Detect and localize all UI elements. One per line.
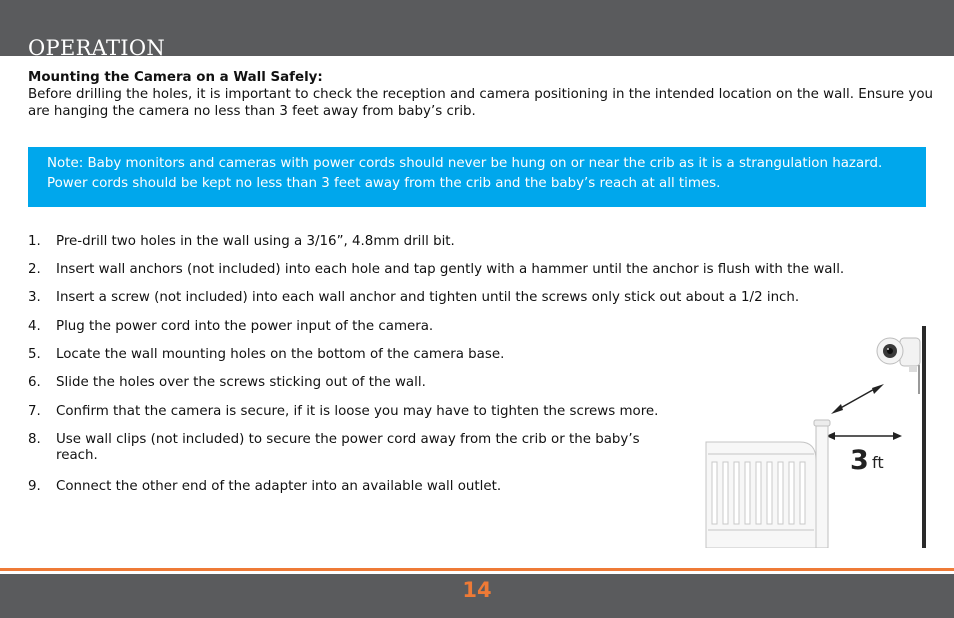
step-text: Use wall clips (not included) to secure the power cord away from the crib or the baby’s reach. [56,432,640,463]
crib-illustration [706,420,830,548]
step-number: 9. [28,479,41,494]
warning-note-text: Note: Baby monitors and cameras with power cords should never be hung on or near the crib as it is a strangulation hazard. Power cords should be kept no less than 3 feet away from the crib and the baby’s reach at all times. [47,156,883,191]
intro-paragraph: Before drilling the holes, it is important to check the reception and camera positioning in the intended location on the wall. Ensure you are hanging the camera no less than 3 feet away from baby’s crib. [28,87,933,119]
step-text: Plug the power cord into the power input of the camera. [56,319,434,334]
step-number: 6. [28,375,41,390]
horizontal-distance-arrow [826,432,902,440]
step-number: 3. [28,290,41,305]
page-title: OPERATION [28,36,166,56]
footer-divider [0,568,954,571]
step-number: 4. [28,319,41,334]
step-text: Connect the other end of the adapter into an available wall outlet. [56,479,502,494]
step-number: 7. [28,404,41,419]
step-text: Locate the wall mounting holes on the bottom of the camera base. [56,347,505,362]
warning-note-box [28,147,926,207]
distance-unit: ft [872,453,884,472]
step-text: Slide the holes over the screws sticking out of the wall. [56,375,426,390]
diagonal-distance-arrow [831,384,884,414]
step-text: Confirm that the camera is secure, if it is loose you may have to tighten the screws more. [56,404,659,419]
step-number: 2. [28,262,41,277]
mounting-diagram [704,324,928,548]
step-number: 8. [28,432,41,447]
section-heading: Mounting the Camera on a Wall Safely: [28,70,323,85]
step-text: Insert a screw (not included) into each wall anchor and tighten until the screws only stick out about a 1/2 inch. [56,290,800,305]
step-text: Insert wall anchors (not included) into each hole and tap gently with a hammer until the anchor is flush with the wall. [56,262,845,277]
camera-icon [877,338,920,372]
step-number: 5. [28,347,41,362]
step-text: Pre-drill two holes in the wall using a 3/16”, 4.8mm drill bit. [56,234,455,249]
page-number: 14 [462,578,492,602]
wall [922,326,926,548]
distance-value: 3 [850,445,869,476]
step-number: 1. [28,234,41,249]
intro-section [28,69,933,120]
